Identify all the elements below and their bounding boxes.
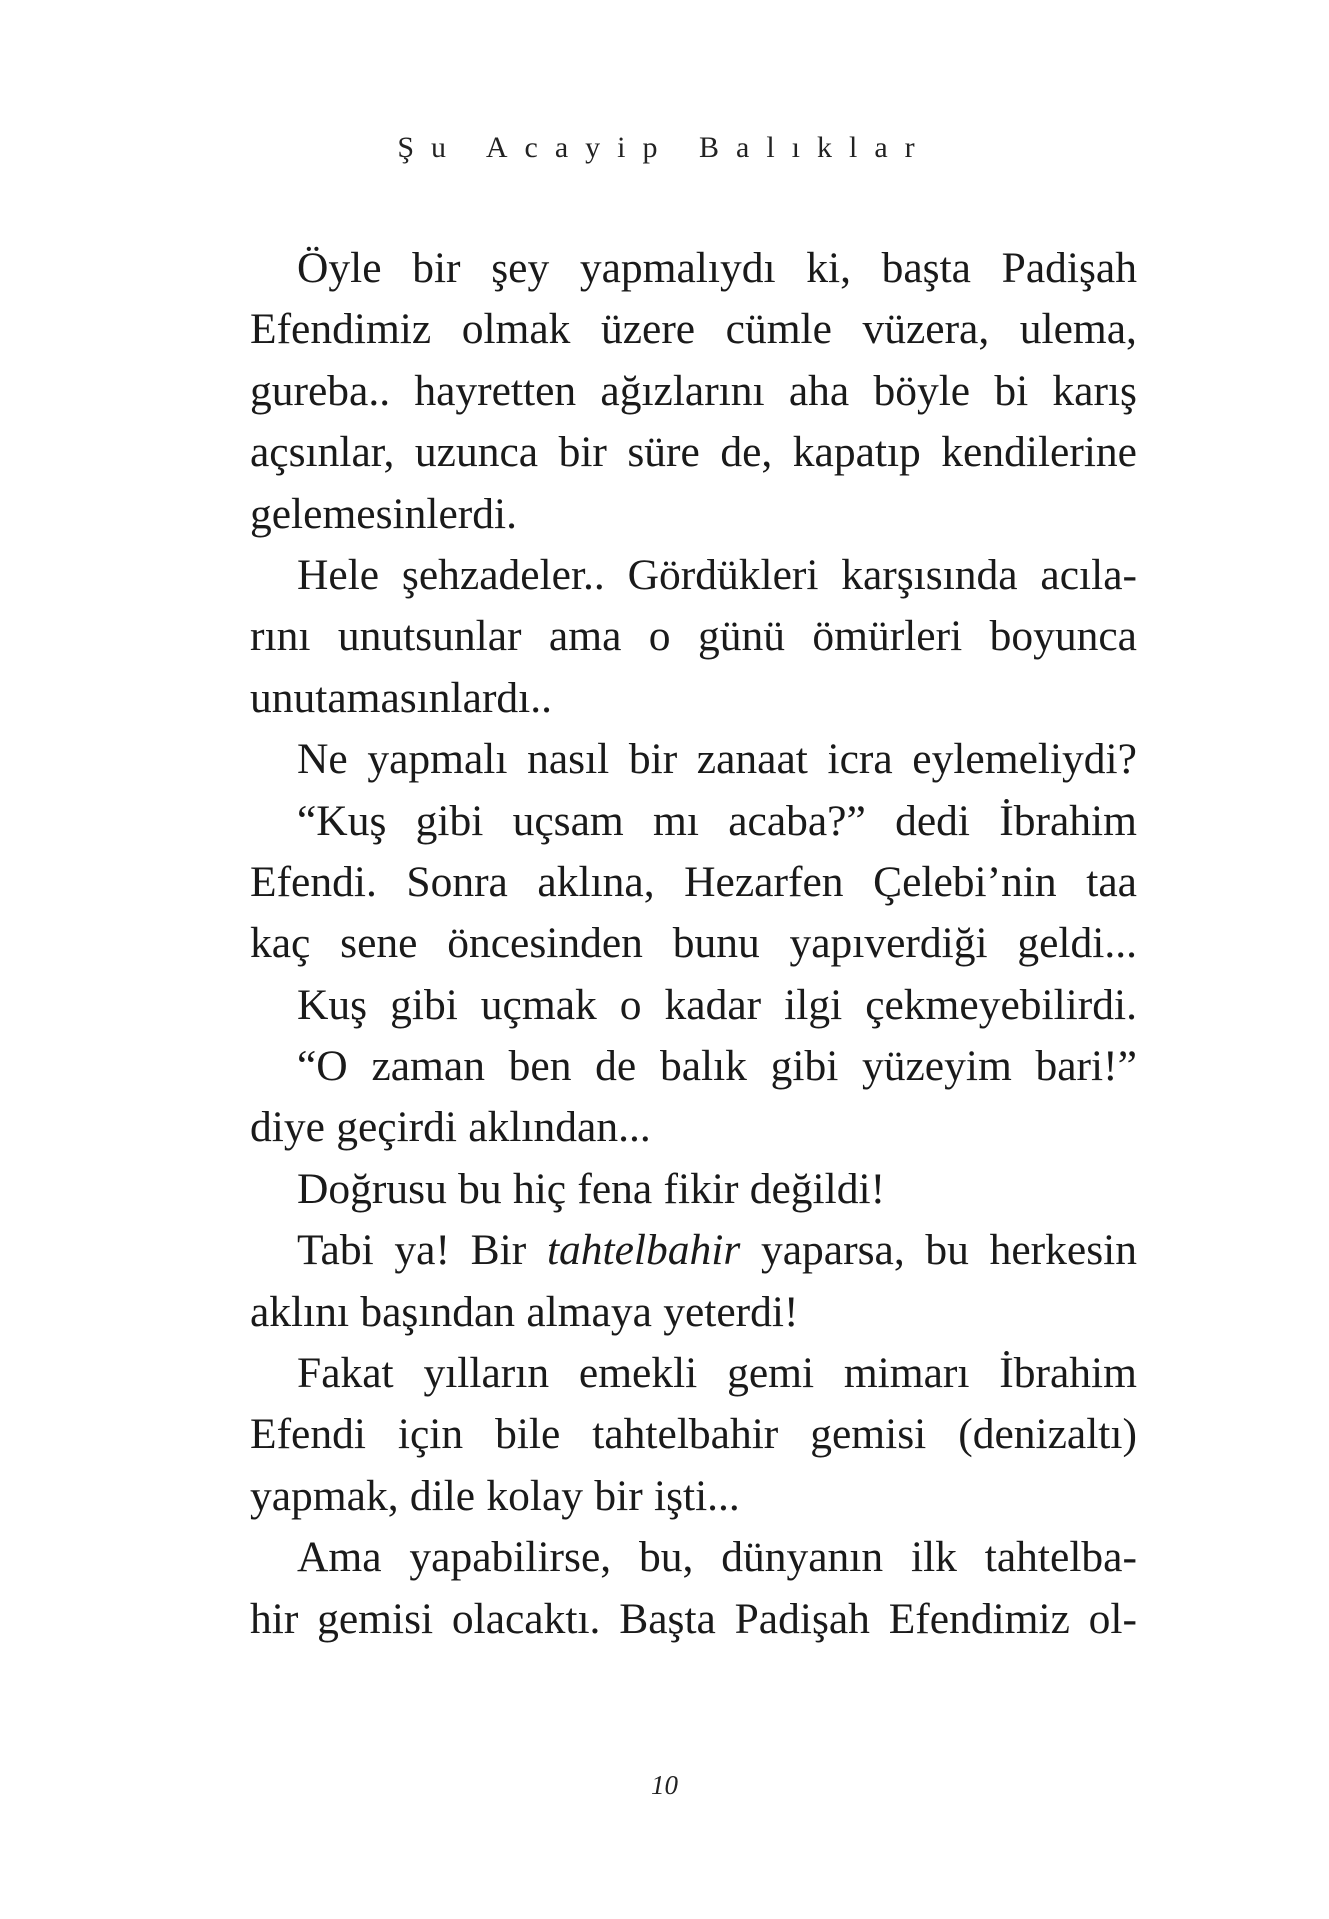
word: fena [577, 1164, 653, 1213]
word: uçsam [512, 796, 624, 845]
word: yeterdi! [663, 1287, 799, 1336]
body-text [250, 238, 1137, 1650]
word: Ne [297, 735, 348, 784]
word: Efendi [250, 1410, 366, 1459]
word: herkesin [989, 1226, 1137, 1275]
word: Sonra [406, 857, 508, 906]
word: aklına, [537, 857, 655, 906]
word: rını [250, 612, 311, 661]
word: gemisi [317, 1594, 434, 1643]
word: mimarı [843, 1349, 970, 1398]
text-line [250, 484, 1137, 545]
word: bi [994, 366, 1029, 415]
word: zaman [371, 1042, 485, 1091]
word: acaba?” [728, 796, 866, 845]
word: yılların [423, 1349, 550, 1398]
word: İbrahim [999, 796, 1137, 845]
word: aha [788, 366, 850, 415]
word: kaç [250, 919, 311, 968]
word: diye [250, 1103, 325, 1152]
text-line [250, 1343, 1137, 1404]
word: “O [297, 1042, 348, 1091]
word: ol- [1088, 1594, 1137, 1643]
word: bir [594, 1471, 643, 1520]
word: de, [720, 428, 773, 477]
word: bir [628, 735, 678, 784]
running-head: Şu Acayip Balıklar [397, 131, 932, 164]
word: dedi [895, 796, 970, 845]
page-number: 10 [651, 1770, 678, 1800]
word: bir [558, 428, 607, 477]
word: mı [653, 796, 699, 845]
word: Ama [297, 1533, 382, 1582]
word: hir [250, 1594, 299, 1643]
text-line [250, 238, 1137, 299]
word: Tabi [297, 1226, 374, 1275]
word: unutsunlar [337, 612, 522, 661]
word: aklından... [468, 1103, 651, 1152]
word: Başta [619, 1594, 716, 1643]
word: karşısında [841, 550, 1018, 599]
word: acıla- [1040, 550, 1137, 599]
text-line [250, 1159, 1137, 1220]
word: almaya [526, 1287, 652, 1336]
word: hiç [512, 1164, 567, 1213]
word: yüzeyim [862, 1042, 1012, 1091]
word: icra [827, 735, 893, 784]
word: Efendi. [250, 857, 377, 906]
text-line [250, 1527, 1137, 1588]
word: olmak [461, 305, 571, 354]
word: geçirdi [336, 1103, 457, 1152]
word: çekmeyebilirdi. [865, 980, 1137, 1029]
word: bunu [672, 919, 760, 968]
word: gibi [770, 1042, 839, 1091]
word: yapabilirse, [409, 1533, 612, 1582]
word: Kuş [297, 980, 368, 1029]
word: kolay [486, 1471, 584, 1520]
text-line [250, 975, 1137, 1036]
word: için [397, 1410, 464, 1459]
word: Padişah [1001, 244, 1137, 292]
word: kadar [664, 980, 762, 1029]
word: ki, [806, 244, 851, 292]
italic-word: tahtelbahir [546, 1226, 741, 1275]
text-line [250, 1589, 1137, 1650]
word: şey [491, 244, 550, 292]
word: de [595, 1042, 637, 1091]
word: tahtelba- [984, 1533, 1137, 1582]
word: dünyanın [721, 1533, 884, 1582]
text-line [250, 1282, 1137, 1343]
word: fikir [663, 1164, 739, 1213]
word: açsınlar, [250, 428, 395, 477]
text-line [250, 852, 1137, 913]
text-line [250, 913, 1137, 974]
word: günü [697, 612, 785, 661]
text-line [250, 729, 1137, 790]
word: o [648, 612, 671, 661]
text-line [250, 1220, 1137, 1281]
word: dile [409, 1471, 476, 1520]
word: üzere [600, 305, 696, 354]
word: eylemeliydi? [912, 735, 1137, 784]
word: “Kuş [297, 796, 387, 845]
word: Padişah [734, 1594, 870, 1643]
word: balık [659, 1042, 747, 1091]
word: değildi! [749, 1164, 886, 1213]
text-line [250, 606, 1137, 667]
word: sene [340, 919, 418, 968]
word: ilgi [784, 980, 843, 1029]
word: Fakat [297, 1349, 394, 1398]
word: yapmak, [250, 1471, 399, 1520]
text-line [250, 299, 1137, 360]
word: karış [1052, 366, 1137, 415]
word: boyunca [989, 612, 1137, 661]
word: Efendimiz [250, 305, 432, 354]
word: yapmalı [367, 735, 508, 784]
word: tahtelbahir [592, 1410, 779, 1459]
text-line [250, 545, 1137, 606]
word: başından [360, 1287, 516, 1336]
word: bile [495, 1410, 561, 1459]
text-line [250, 1466, 1137, 1527]
word: yapıverdiği [789, 919, 988, 968]
word: geldi... [1017, 919, 1137, 968]
word: bu, [639, 1533, 694, 1582]
word: bu [458, 1164, 502, 1213]
word: Gördükleri [627, 550, 819, 599]
word: unutamasınlardı.. [250, 673, 553, 722]
word: işti... [653, 1471, 740, 1520]
text-line [250, 422, 1137, 483]
word: gibi [390, 980, 458, 1029]
word: süre [627, 428, 700, 477]
word: gibi [415, 796, 484, 845]
word: gelemesinlerdi. [250, 489, 517, 538]
word: ama [548, 612, 622, 661]
word: kendilerine [941, 428, 1137, 477]
text-line [250, 1097, 1137, 1158]
word: bu [925, 1226, 969, 1275]
text-line [250, 1036, 1137, 1097]
word: bir [412, 244, 461, 292]
word: (denizaltı) [958, 1410, 1137, 1459]
word: gemi [727, 1349, 815, 1398]
word: hayretten [414, 366, 577, 415]
word: o [619, 980, 642, 1029]
word: böyle [873, 366, 971, 415]
word: taa [1086, 857, 1137, 906]
word: ömürleri [812, 612, 963, 661]
word: nasıl [527, 735, 610, 784]
word: Efendimiz [888, 1594, 1070, 1643]
word: emekli [578, 1349, 698, 1398]
word: Çelebi’nin [873, 857, 1057, 906]
word: ben [508, 1042, 572, 1091]
word: kapatıp [792, 428, 921, 477]
word: ağızlarını [600, 366, 765, 415]
word: İbrahim [999, 1349, 1137, 1398]
text-line [250, 668, 1137, 729]
word: Öyle [297, 244, 382, 292]
word: olacaktı. [451, 1594, 601, 1643]
word: vüzera, [862, 305, 990, 354]
word: Bir [470, 1226, 527, 1275]
word: uçmak [480, 980, 597, 1029]
word: ya! [394, 1226, 450, 1275]
word: yapmalıydı [579, 244, 776, 292]
word: başta [881, 244, 971, 292]
word: cümle [725, 305, 832, 354]
text-line [250, 1404, 1137, 1465]
word: Hezarfen [684, 857, 844, 906]
word: Hele [297, 550, 380, 599]
text-line [250, 361, 1137, 422]
word: ulema, [1019, 305, 1137, 354]
word: ilk [911, 1533, 957, 1582]
word: Doğrusu [297, 1164, 447, 1213]
word: gemisi [810, 1410, 927, 1459]
word: öncesinden [447, 919, 643, 968]
word: gureba.. [250, 366, 391, 415]
word: aklını [250, 1287, 350, 1336]
word: şehzadeler.. [401, 550, 605, 599]
word: yaparsa, [760, 1226, 905, 1275]
word: zanaat [696, 735, 808, 784]
word: uzunca [414, 428, 539, 477]
text-line [250, 791, 1137, 852]
word: bari!” [1035, 1042, 1137, 1091]
